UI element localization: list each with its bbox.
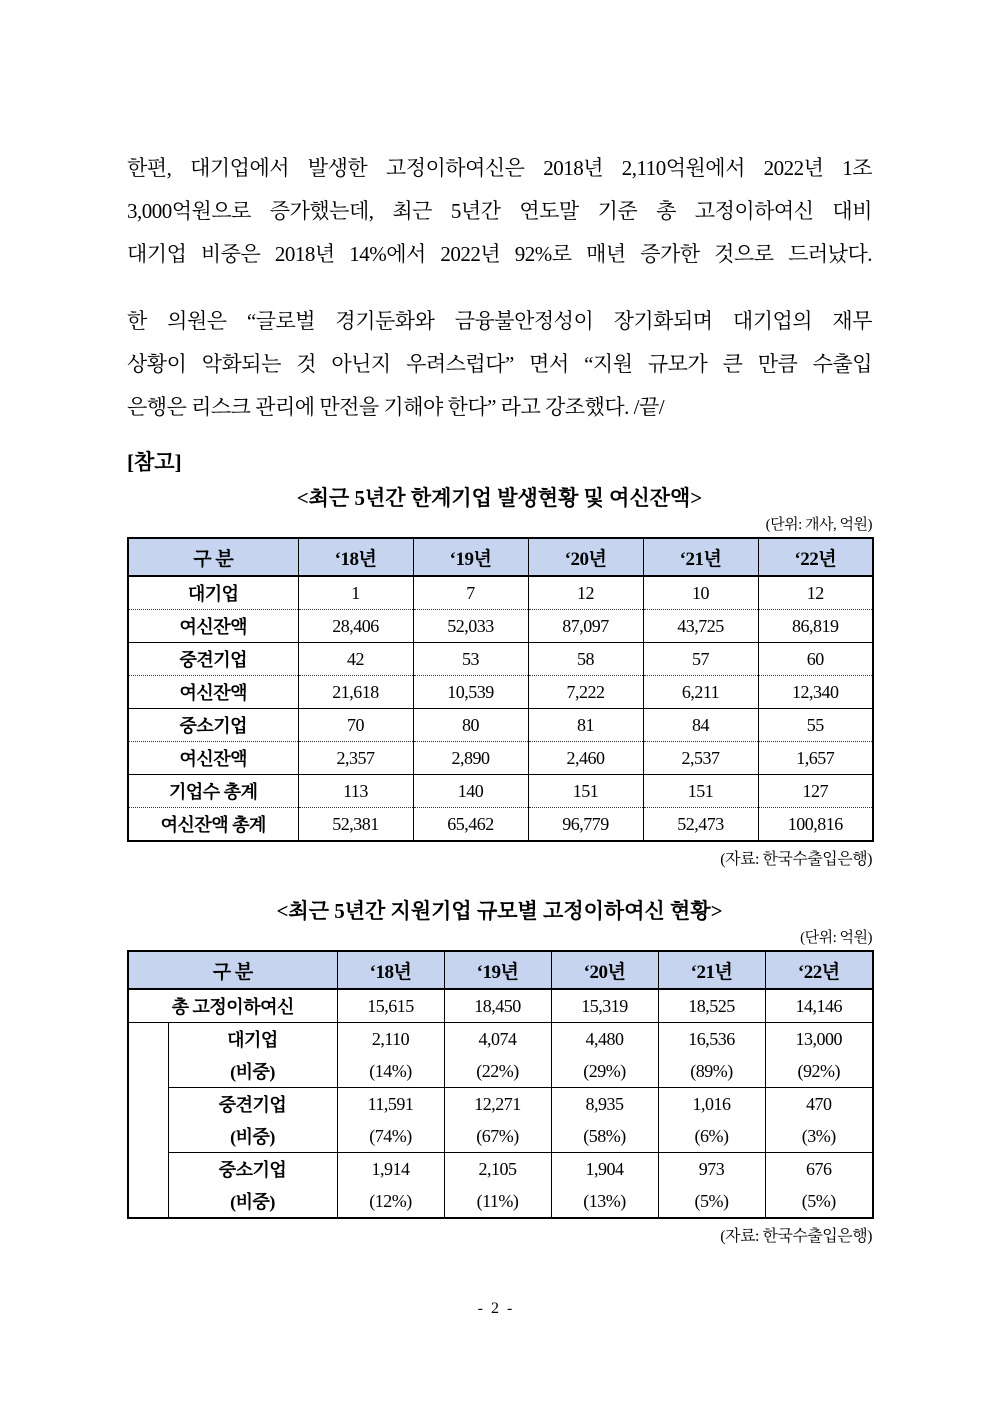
value-cell: 86,819	[758, 610, 873, 643]
table-row-ratio	[128, 1120, 873, 1153]
value-cell: 1,914	[337, 1153, 444, 1186]
value-cell: 52,033	[413, 610, 528, 643]
value-cell: 57	[643, 643, 758, 676]
ratio-cell: (89%)	[658, 1055, 765, 1088]
value-cell: 55	[758, 709, 873, 742]
row-label: 총 고정이하여신	[128, 989, 337, 1023]
paragraph-line: 한 의원은 “글로벌 경기둔화와 금융불안정성이 장기화되며 대기업의 재무	[127, 309, 872, 333]
row-label: (비중)	[168, 1055, 337, 1088]
ratio-cell: (13%)	[551, 1185, 658, 1218]
value-cell: 1,657	[758, 742, 873, 775]
value-cell: 2,460	[528, 742, 643, 775]
value-cell: 100,816	[758, 808, 873, 842]
table-row	[128, 775, 873, 808]
table-header-cell: ‘21년	[658, 951, 765, 989]
table-header-row	[128, 538, 873, 576]
value-cell: 2,110	[337, 1023, 444, 1056]
value-cell: 11,591	[337, 1088, 444, 1121]
table-header-cell: 구 분	[128, 538, 298, 576]
source-note: (자료: 한국수출입은행)	[720, 851, 872, 868]
row-label: 여신잔액	[128, 742, 298, 775]
value-cell: 12	[528, 576, 643, 610]
row-label: 여신잔액	[128, 610, 298, 643]
table-row	[128, 709, 873, 742]
ratio-cell: (12%)	[337, 1185, 444, 1218]
value-cell: 65,462	[413, 808, 528, 842]
ratio-cell: (67%)	[444, 1120, 551, 1153]
value-cell: 84	[643, 709, 758, 742]
table-row	[128, 610, 873, 643]
row-label: 기업수 총계	[128, 775, 298, 808]
value-cell: 52,381	[298, 808, 413, 842]
table-row	[128, 643, 873, 676]
value-cell: 15,615	[337, 989, 444, 1023]
ratio-cell: (74%)	[337, 1120, 444, 1153]
row-label: 여신잔액	[128, 676, 298, 709]
table-row	[128, 1023, 873, 1056]
value-cell: 14,146	[765, 989, 873, 1023]
ratio-cell: (6%)	[658, 1120, 765, 1153]
value-cell: 8,935	[551, 1088, 658, 1121]
value-cell: 81	[528, 709, 643, 742]
value-cell: 87,097	[528, 610, 643, 643]
table-header-cell: ‘18년	[337, 951, 444, 989]
value-cell: 58	[528, 643, 643, 676]
ratio-cell: (22%)	[444, 1055, 551, 1088]
value-cell: 470	[765, 1088, 873, 1121]
value-cell: 12,271	[444, 1088, 551, 1121]
row-label: (비중)	[168, 1120, 337, 1153]
value-cell: 70	[298, 709, 413, 742]
value-cell: 140	[413, 775, 528, 808]
row-label: 중견기업	[128, 643, 298, 676]
table-header-row	[128, 951, 873, 989]
value-cell: 1,904	[551, 1153, 658, 1186]
value-cell: 151	[643, 775, 758, 808]
row-label: 여신잔액 총계	[128, 808, 298, 842]
value-cell: 6,211	[643, 676, 758, 709]
ratio-cell: (14%)	[337, 1055, 444, 1088]
row-label: 중소기업	[168, 1153, 337, 1186]
paragraph-line: 3,000억원으로 증가했는데, 최근 5년간 연도말 기준 총 고정이하여신 대비	[127, 199, 872, 223]
table-row	[128, 808, 873, 842]
value-cell: 80	[413, 709, 528, 742]
table-header-cell: ‘20년	[528, 538, 643, 576]
value-cell: 16,536	[658, 1023, 765, 1056]
value-cell: 21,618	[298, 676, 413, 709]
ratio-cell: (11%)	[444, 1185, 551, 1218]
value-cell: 18,450	[444, 989, 551, 1023]
value-cell: 2,105	[444, 1153, 551, 1186]
ratio-cell: (3%)	[765, 1120, 873, 1153]
value-cell: 52,473	[643, 808, 758, 842]
reference-label: [참고]	[127, 450, 182, 474]
value-cell: 60	[758, 643, 873, 676]
value-cell: 1,016	[658, 1088, 765, 1121]
value-cell: 15,319	[551, 989, 658, 1023]
ratio-cell: (92%)	[765, 1055, 873, 1088]
value-cell: 10,539	[413, 676, 528, 709]
value-cell: 42	[298, 643, 413, 676]
value-cell: 28,406	[298, 610, 413, 643]
ratio-cell: (29%)	[551, 1055, 658, 1088]
source-note: (자료: 한국수출입은행)	[720, 1228, 872, 1245]
value-cell: 7,222	[528, 676, 643, 709]
table-header-cell: ‘21년	[643, 538, 758, 576]
page-content	[127, 0, 872, 1248]
unit-note: (단위: 억원)	[800, 930, 872, 946]
paragraph-line: 한편, 대기업에서 발생한 고정이하여신은 2018년 2,110억원에서 2022년 1조	[127, 156, 872, 180]
value-cell: 2,357	[298, 742, 413, 775]
value-cell: 10	[643, 576, 758, 610]
value-cell: 113	[298, 775, 413, 808]
value-cell: 4,074	[444, 1023, 551, 1056]
value-cell: 151	[528, 775, 643, 808]
row-label: 중견기업	[168, 1088, 337, 1121]
unit-note: (단위: 개사, 억원)	[765, 517, 872, 533]
paragraph-line: 은행은 리스크 관리에 만전을 기해야 한다” 라고 강조했다. /끝/	[127, 395, 665, 419]
table1-title: <최근 5년간 한계기업 발생현황 및 여신잔액>	[296, 486, 703, 510]
paragraph-1	[127, 147, 872, 276]
value-cell: 43,725	[643, 610, 758, 643]
ratio-cell: (58%)	[551, 1120, 658, 1153]
npl-by-size-table	[127, 950, 874, 1219]
value-cell: 13,000	[765, 1023, 873, 1056]
row-label: 대기업	[128, 576, 298, 610]
table2-title: <최근 5년간 지원기업 규모별 고정이하여신 현황>	[276, 899, 723, 923]
ratio-cell: (5%)	[765, 1185, 873, 1218]
value-cell: 96,779	[528, 808, 643, 842]
table-row-ratio	[128, 1185, 873, 1218]
limit-companies-table	[127, 537, 874, 842]
value-cell: 53	[413, 643, 528, 676]
table-row	[128, 576, 873, 610]
table-header-cell: ‘20년	[551, 951, 658, 989]
value-cell: 1	[298, 576, 413, 610]
page-number: - 2 -	[477, 1300, 515, 1317]
table-header-cell: ‘22년	[758, 538, 873, 576]
paragraph-2	[127, 300, 872, 429]
table-row	[128, 1153, 873, 1186]
value-cell: 12,340	[758, 676, 873, 709]
row-label: 대기업	[168, 1023, 337, 1056]
value-cell: 7	[413, 576, 528, 610]
table-row	[128, 1088, 873, 1121]
table-header-cell: ‘19년	[413, 538, 528, 576]
value-cell: 2,890	[413, 742, 528, 775]
table-header-cell: ‘18년	[298, 538, 413, 576]
value-cell: 2,537	[643, 742, 758, 775]
value-cell: 18,525	[658, 989, 765, 1023]
value-cell: 4,480	[551, 1023, 658, 1056]
row-label: 중소기업	[128, 709, 298, 742]
table-row-total	[128, 989, 873, 1023]
ratio-cell: (5%)	[658, 1185, 765, 1218]
value-cell: 127	[758, 775, 873, 808]
value-cell: 676	[765, 1153, 873, 1186]
table-header-cell: ‘22년	[765, 951, 873, 989]
table-row	[128, 742, 873, 775]
table-header-cell: 구 분	[128, 951, 337, 989]
value-cell: 973	[658, 1153, 765, 1186]
row-label: (비중)	[168, 1185, 337, 1218]
paragraph-line: 상황이 악화되는 것 아닌지 우려스럽다” 면서 “지원 규모가 큰 만큼 수출입	[127, 352, 872, 376]
table-row	[128, 676, 873, 709]
paragraph-line: 대기업 비중은 2018년 14%에서 2022년 92%로 매년 증가한 것으로 드러났다.	[127, 242, 872, 266]
value-cell: 12	[758, 576, 873, 610]
table-header-cell: ‘19년	[444, 951, 551, 989]
indent-cell	[128, 1023, 168, 1219]
table-row-ratio	[128, 1055, 873, 1088]
